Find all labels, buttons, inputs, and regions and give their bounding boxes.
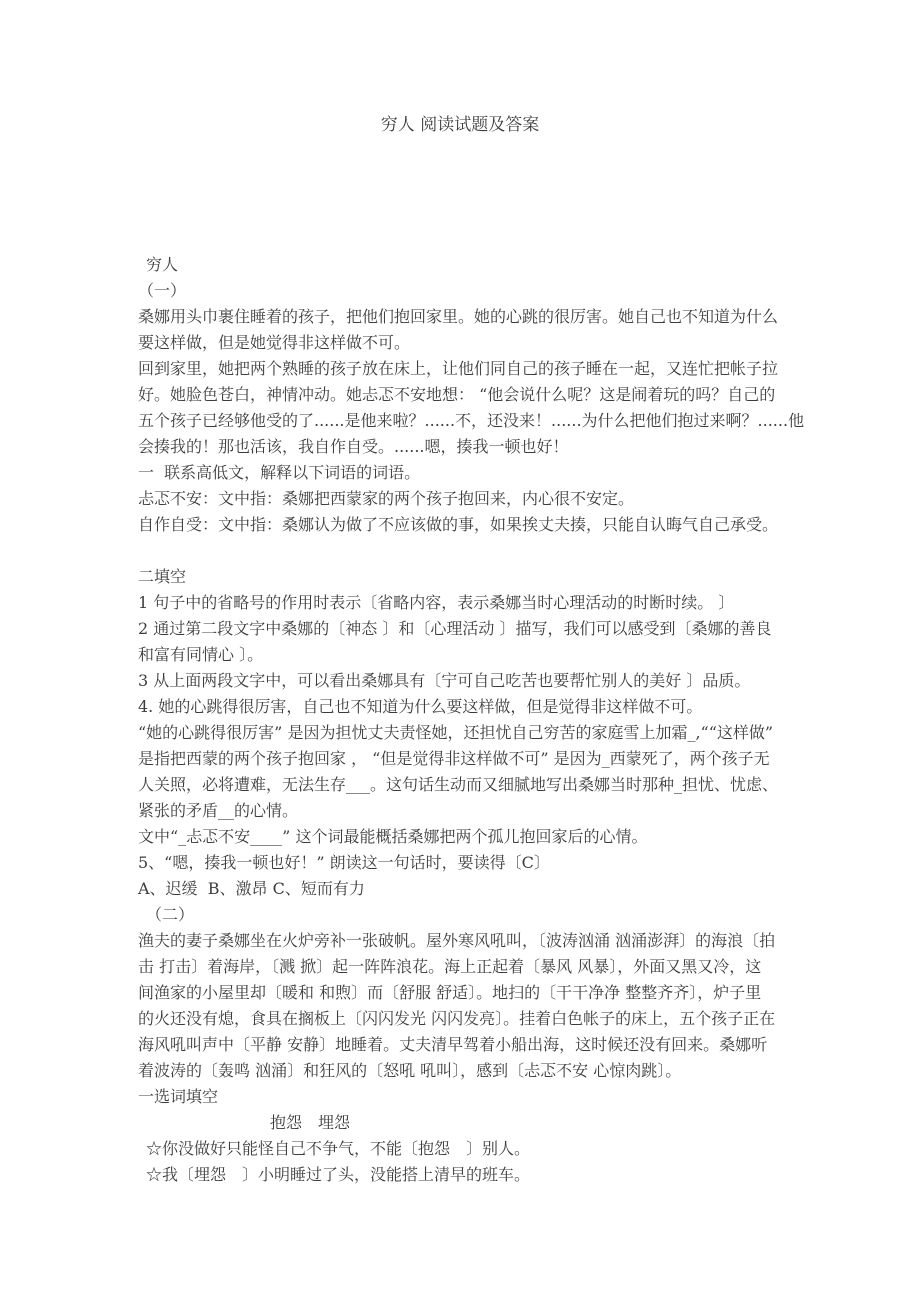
text-line: 一 联系高低文，解释以下词语的词语。 <box>138 463 421 482</box>
document-title: 穷人 阅读试题及答案 <box>380 115 540 135</box>
text-line: 5、“嗯，揍我一顿也好！” 朗读这一句话时，要读得〔C〕 <box>138 853 550 872</box>
text-line: 忐忑不安：文中指：桑娜把西蒙家的两个孩子抱回来，内心很不安定。 <box>138 489 635 508</box>
text-line: ☆我〔埋怨 〕小明睡过了头，没能搭上清早的班车。 <box>146 1165 531 1184</box>
text-line: 五个孩子已经够他受的了......是他来啦？......不，还没来！......为什么把他们抱过来啊？......他 <box>138 411 805 430</box>
document-body <box>138 252 805 1188</box>
text-line: 着波涛的〔轰鸣 汹涌〕和狂风的〔怒吼 吼叫〕，感到〔忐忑不安 心惊肉跳〕。 <box>138 1061 682 1080</box>
text-line: 间渔家的小屋里却〔暖和 和煦〕而〔舒服 舒适〕。地扫的〔干干净净 整整齐齐〕，炉子里 <box>138 983 762 1002</box>
text-line: 1 句子中的省略号的作用时表示〔省略内容，表示桑娜当时心理活动的时断时续。 〕 <box>138 593 735 612</box>
text-line: 文中“_忐忑不安____” 这个词最能概括桑娜把两个孤儿抱回家后的心情。 <box>138 827 648 846</box>
text-line: 紧张的矛盾__的心情。 <box>138 801 299 820</box>
text-line: 会揍我的！那也活该，我自作自受。......嗯，揍我一顿也好！ <box>138 437 569 456</box>
text-line: 桑娜用头巾裹住睡着的孩子，把他们抱回家里。她的心跳的很厉害。她自己也不知道为什么 <box>138 307 779 326</box>
text-line: 要这样做，但是她觉得非这样做不可。 <box>138 333 411 352</box>
text-line: 自作自受：文中指：桑娜认为做了不应该做的事，如果挨丈夫揍，只能自认晦气自己承受。 <box>138 515 779 534</box>
text-line: （二） <box>146 905 195 924</box>
text-line: 二填空 <box>138 567 187 586</box>
text-line: 海风吼叫声中〔平静 安静〕地睡着。丈夫清早驾着小船出海，这时候还没有回来。桑娜听 <box>138 1035 768 1054</box>
text-line: 回到家里，她把两个熟睡的孩子放在床上，让他们同自己的孩子睡在一起，又连忙把帐子拉 <box>138 359 779 378</box>
text-line: “她的心跳得很厉害” 是因为担忧丈夫责怪她，还担忧自己穷苦的家庭雪上加霜_,““这样做” <box>138 723 774 742</box>
text-line: 好。她脸色苍白，神情冲动。她忐忑不安地想： “他会说什么呢？这是闹着玩的吗？自己的 <box>138 385 776 404</box>
text-line: 人关照，必将遭难，无法生存___。这句话生动而又细腻地写出桑娜当时那种_担忧、忧虑、 <box>138 775 779 794</box>
text-line: 4. 她的心跳得很厉害，自己也不知道为什么要这样做，但是觉得非这样做不可。 <box>138 697 703 716</box>
text-line: ☆你没做好只能怪自己不争气，不能〔抱怨 〕别人。 <box>146 1139 531 1158</box>
text-line: 是指把西蒙的两个孩子抱回家 ， “但是觉得非这样做不可” 是因为_西蒙死了，两个孩子无 <box>138 749 770 768</box>
text-line: 穷人 <box>146 255 179 274</box>
text-line: 一选词填空 <box>138 1087 219 1106</box>
text-line: A、迟缓 B、激昂 C、短而有力 <box>138 879 365 898</box>
text-line: 3 从上面两段文字中，可以看出桑娜具有〔宁可自己吃苦也要帮忙别人的美好 〕品质。 <box>138 671 751 690</box>
blank-line <box>138 538 782 564</box>
text-line: 渔夫的妻子桑娜坐在火炉旁补一张破帆。屋外寒风吼叫，〔波涛汹涌 汹涌澎湃〕的海浪〔拍 <box>138 931 776 950</box>
text-line: 和富有同情心 〕。 <box>138 645 264 664</box>
text-line: （一） <box>138 281 187 300</box>
text-line: 的火还没有熄，食具在搁板上〔闪闪发光 闪闪发亮〕。挂着白色帐子的床上，五个孩子正在 <box>138 1009 776 1028</box>
text-line: 抱怨 埋怨 <box>270 1113 351 1132</box>
text-line: 2 通过第二段文字中桑娜的〔神态 〕和〔心理活动 〕描写，我们可以感受到〔桑娜的善良 <box>138 619 772 638</box>
text-line: 击 打击〕着海岸，〔溅 掀〕起一阵阵浪花。海上正起着〔暴风 风暴〕，外面又黑又冷，这 <box>138 957 762 976</box>
